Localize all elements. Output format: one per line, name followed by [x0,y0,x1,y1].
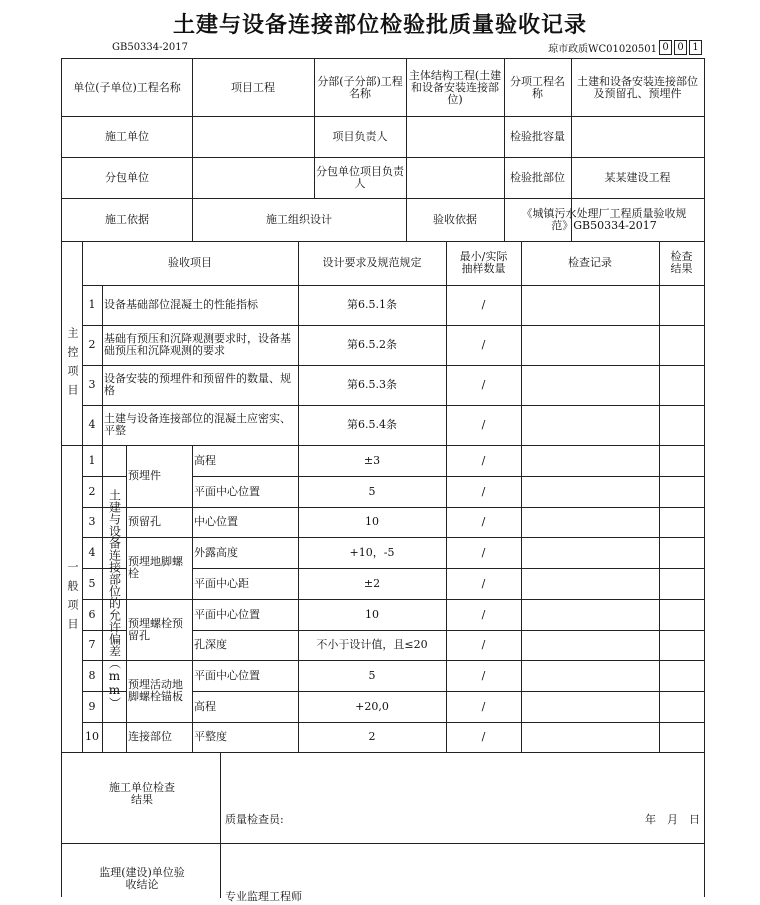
item-subitem: 高程 [194,453,216,467]
item-sample[interactable]: / [481,515,486,528]
category-embedded-part: 预埋件 [128,469,161,482]
item-subitem: 高程 [194,699,216,713]
item-requirement: +20,0 [355,699,389,713]
item-sample[interactable]: / [481,484,486,498]
item-sample[interactable]: / [481,607,486,621]
item-subitem: 平面中心位置 [194,607,260,621]
subcontractor-label: 分包单位 [105,170,149,184]
item-number: 1 [88,298,96,311]
batch-capacity-value[interactable] [571,116,704,157]
item-name: 设备基础部位混凝土的性能指标 [104,298,258,311]
item-subitem: 平整度 [194,730,227,743]
sub-manager-value[interactable] [406,157,504,198]
item-requirement: 5 [368,484,376,498]
item-number: 10 [85,730,99,743]
standard-code: GB50334-2017 [112,42,188,53]
column-sample: 最小/实际抽样数量 [459,250,508,275]
item-requirement: 10 [365,515,379,528]
item-subitem: 中心位置 [194,515,238,528]
category-reserved-hole: 预留孔 [128,515,161,528]
item-requirement: 第6.5.2条 [347,338,397,351]
item-number: 2 [88,484,96,498]
item-sample[interactable]: / [481,576,486,590]
item-sample[interactable]: / [481,545,486,559]
subitem-label: 分项工程名称 [510,74,565,100]
sub-manager-label: 分包单位项目负责人 [316,164,404,190]
item-number: 9 [88,699,96,713]
item-name: 设备安装的预埋件和预留件的数量、规格 [104,372,291,397]
item-subitem: 孔深度 [194,638,227,651]
column-result: 检查结果 [670,250,693,275]
acceptance-basis-label: 验收依据 [433,212,477,226]
construction-unit-value[interactable] [192,116,314,157]
division-value[interactable]: 主体结构工程(土建和设备安装连接部位) [408,68,502,106]
item-number: 7 [88,638,96,651]
item-requirement: 不小于设计值，且≤20 [316,638,428,651]
item-sample[interactable]: / [481,668,486,682]
item-sample[interactable]: / [481,418,486,431]
batch-location-value[interactable]: 某某建设工程 [604,170,671,184]
item-subitem: 平面中心位置 [194,668,260,682]
category-connection: 连接部位 [128,730,172,743]
record-code-box[interactable]: 0 [659,40,672,55]
unit-project-value[interactable]: 项目工程 [231,80,275,94]
unit-project-label: 单位(子单位)工程名称 [73,80,181,94]
item-sample[interactable]: / [481,338,486,351]
item-sample[interactable]: / [481,638,486,651]
item-number: 6 [88,607,96,621]
item-name: 土建与设备连接部位的混凝土应密实、平整 [104,412,291,437]
item-requirement: +10，-5 [349,545,395,559]
item-name: 基础有预压和沉降观测要求时，设备基础预压和沉降观测的要求 [104,332,291,357]
main-group-label: 主控项目 [66,327,79,403]
item-requirement: 10 [365,607,379,621]
item-subitem: 平面中心位置 [194,484,260,498]
column-item: 验收项目 [168,256,212,269]
category-bolt-hole: 预埋螺栓预留孔 [128,616,183,642]
record-code-box[interactable]: 0 [674,40,687,55]
batch-capacity-label: 检验批容量 [510,129,565,143]
general-group-label: 一般项目 [66,560,79,637]
inspection-form [61,58,705,903]
item-number: 4 [88,418,96,431]
item-requirement: 第6.5.4条 [347,418,397,431]
item-sample[interactable]: / [481,453,486,467]
item-sample[interactable]: / [481,298,486,311]
project-manager-value[interactable] [406,116,504,157]
item-sample[interactable]: / [481,699,486,713]
item-requirement: 5 [368,668,376,682]
basis-value[interactable]: 施工组织设计 [266,212,332,226]
item-requirement: ±3 [363,453,381,467]
subcontractor-value[interactable] [192,157,314,198]
column-requirement: 设计要求及规范规定 [322,256,422,269]
item-requirement: 第6.5.1条 [347,298,397,311]
inspector-label: 质量检查员: [225,813,284,826]
item-number: 1 [88,453,96,467]
item-number: 4 [88,545,96,559]
column-record: 检查记录 [568,256,612,269]
category-anchor-plate: 预埋活动地脚螺栓锚板 [128,678,183,703]
category-anchor-bolt: 预埋地脚螺栓 [128,555,183,580]
tolerance-label: 土建与设备连接部位的允许偏差（mm） [107,488,122,709]
subitem-value[interactable]: 土建和设备安装连接部位及预留孔、预埋件 [577,74,698,100]
form-title: 土建与设备连接部位检验批质量验收记录 [172,13,587,38]
batch-location-label: 检验批部位 [510,170,565,184]
construction-date[interactable]: 年 月 日 [645,813,700,826]
record-code-prefix: 琼市政质WC01020501 [548,44,657,55]
item-subitem: 外露高度 [194,545,238,559]
record-code-box[interactable]: 1 [689,40,702,55]
item-number: 8 [88,668,96,682]
acceptance-basis-value[interactable]: 《城镇污水处理厂工程质量验收规范》GB50334-2017 [521,206,687,232]
construction-unit-label: 施工单位 [105,129,149,143]
construction-check-label: 施工单位检查结果 [109,781,175,806]
supervision-label: 监理(建设)单位验收结论 [99,866,185,891]
item-requirement: 2 [368,730,376,743]
supervisor-label: 专业监理工程师 [225,890,302,903]
item-subitem: 平面中心距 [194,576,249,590]
item-number: 3 [88,378,96,391]
item-number: 5 [88,576,96,590]
item-number: 3 [88,515,96,528]
item-requirement: 第6.5.3条 [347,378,397,391]
project-manager-label: 项目负责人 [332,129,388,143]
item-sample[interactable]: / [481,378,486,391]
basis-label: 施工依据 [105,212,149,226]
division-label: 分部(子分部)工程名称 [317,74,403,100]
item-requirement: ±2 [363,576,381,590]
item-number: 2 [88,338,96,351]
record-code [548,40,702,55]
item-sample[interactable]: / [481,730,486,743]
